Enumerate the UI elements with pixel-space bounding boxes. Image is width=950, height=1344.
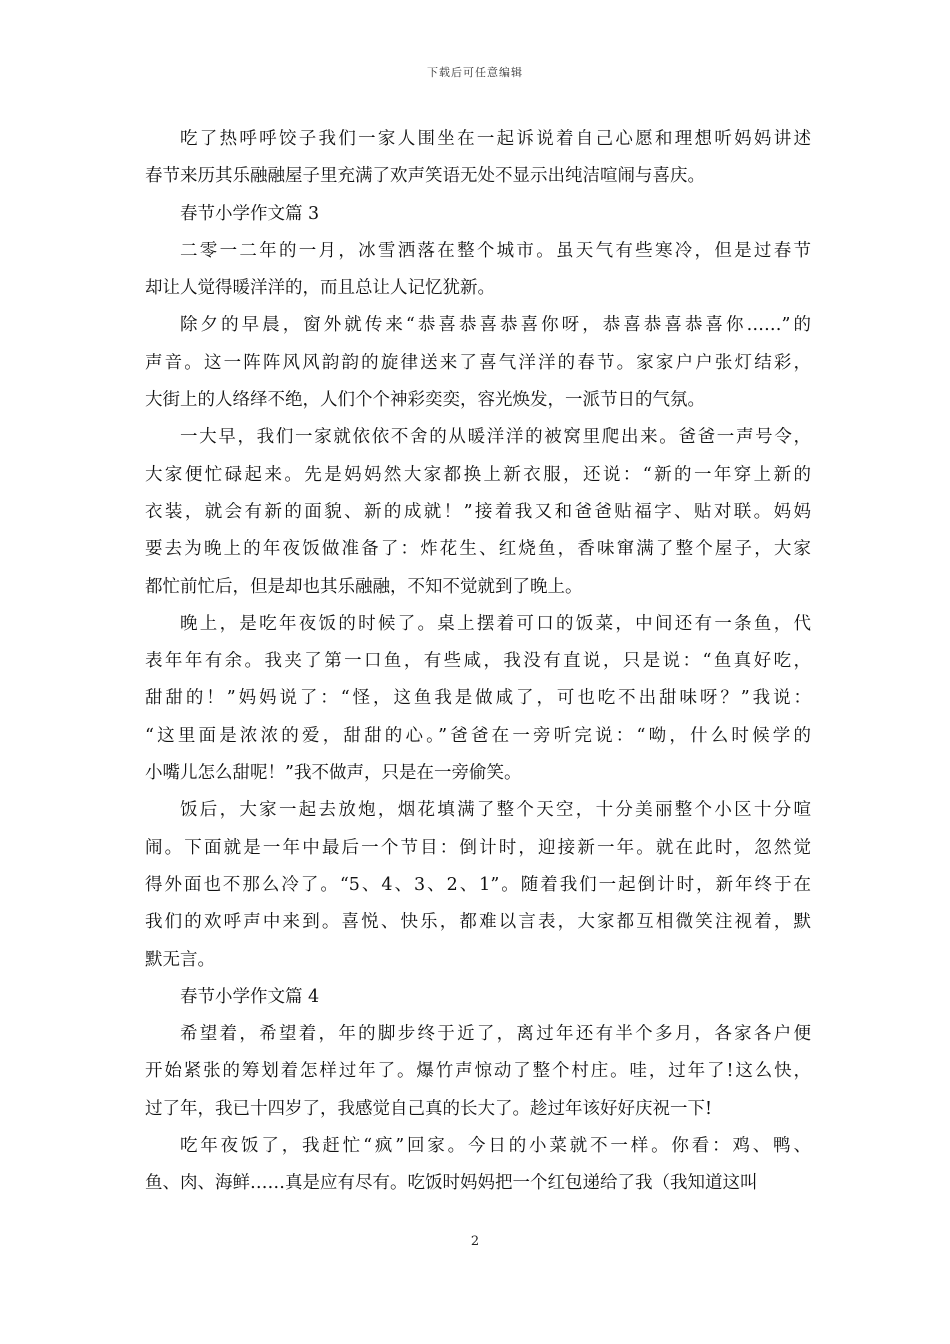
paragraph-line: 二零一二年的一月，冰雪洒落在整个城市。虽天气有些寒冷，但是过春节 [180,240,811,261]
paragraph-line: 一大早，我们一家就依依不舍的从暖洋洋的被窝里爬出来。爸爸一声号令， [180,427,811,448]
paragraph-line: 过了年，我已十四岁了，我感觉自己真的长大了。趁过年该好好庆祝一下! [145,1098,713,1119]
paragraph [145,1128,811,1203]
paragraph-line: “这里面是浓浓的爱，甜甜的心。”爸爸在一旁听完说：“呦，什么时候学的 [145,725,811,746]
paragraph [145,792,811,978]
paragraph-line: 饭后，大家一起去放炮，烟花填满了整个天空，十分美丽整个小区十分喧 [180,800,811,821]
section-heading: 春节小学作文篇 3 [180,203,320,224]
paragraph-line: 晚上，是吃年夜饭的时候了。桌上摆着可口的饭菜，中间还有一条鱼，代 [180,613,811,634]
paragraph-line: 要去为晚上的年夜饭做准备了：炸花生、红烧鱼，香味窜满了整个屋子，大家 [145,539,811,560]
paragraph-line: 希望着，希望着，年的脚步终于近了，离过年还有半个多月，各家各户便 [180,1024,811,1045]
paragraph-line: 衣装，就会有新的面貌、新的成就！”接着我又和爸爸贴福字、贴对联。妈妈 [145,501,811,522]
paragraph-line: 大家便忙碌起来。先是妈妈然大家都换上新衣服，还说：“新的一年穿上新的 [145,464,811,485]
paragraph-line: 却让人觉得暖洋洋的，而且总让人记忆犹新。 [145,278,495,299]
paragraph-line: 声音。这一阵阵风风韵韵的旋律送来了喜气洋洋的春节。家家户户张灯结彩， [145,352,811,373]
paragraph [145,121,811,196]
paragraph [145,307,811,419]
paragraph-line: 默无言。 [145,949,215,970]
paragraph-line: 大街上的人络绎不绝，人们个个神彩奕奕，容光焕发，一派节日的气氛。 [145,390,705,411]
paragraph-line: 鱼、肉、海鲜……真是应有尽有。吃饭时妈妈把一个红包递给了我（我知道这叫 [145,1173,758,1194]
paragraph-line: 开始紧张的筹划着怎样过年了。爆竹声惊动了整个村庄。哇，过年了!这么快， [145,1061,811,1082]
paragraph-line: 闹。下面就是一年中最后一个节目：倒计时，迎接新一年。就在此时，忽然觉 [145,837,811,858]
paragraph-line: 除夕的早晨，窗外就传来“恭喜恭喜恭喜你呀，恭喜恭喜恭喜你……”的 [180,315,811,336]
paragraph-line: 我们的欢呼声中来到。喜悦、快乐，都难以言表，大家都互相微笑注视着，默 [145,912,811,933]
document-body [145,121,811,1203]
paragraph [145,419,811,605]
paragraph-line: 吃了热呼呼饺子我们一家人围坐在一起诉说着自己心愿和理想听妈妈讲述 [180,129,811,149]
section-heading: 春节小学作文篇 4 [180,986,320,1007]
paragraph-line: 吃年夜饭了，我赶忙“疯”回家。今日的小菜就不一样。你看：鸡、鸭、 [180,1136,811,1157]
paragraph-line: 甜甜的！”妈妈说了：“怪，这鱼我是做咸了，可也吃不出甜味呀？”我说： [145,688,811,709]
paragraph [145,1016,811,1128]
paragraph-line: 得外面也不那么冷了。“5、4、3、2、1”。随着我们一起倒计时，新年终于在 [145,874,811,895]
paragraph-line: 春节来历其乐融融屋子里充满了欢声笑语无处不显示出纯洁喧闹与喜庆。 [145,166,705,187]
page-number: 2 [470,1234,480,1249]
paragraph-line: 小嘴儿怎么甜呢！”我不做声，只是在一旁偷笑。 [145,763,522,784]
paragraph-line: 都忙前忙后，但是却也其乐融融，不知不觉就到了晚上。 [145,576,583,597]
paragraph-line: 表年年有余。我夹了第一口鱼，有些咸，我没有直说，只是说：“鱼真好吃， [145,651,811,672]
paragraph [145,233,811,308]
page-header: 下载后可任意编辑 [427,66,523,79]
paragraph [145,606,811,792]
